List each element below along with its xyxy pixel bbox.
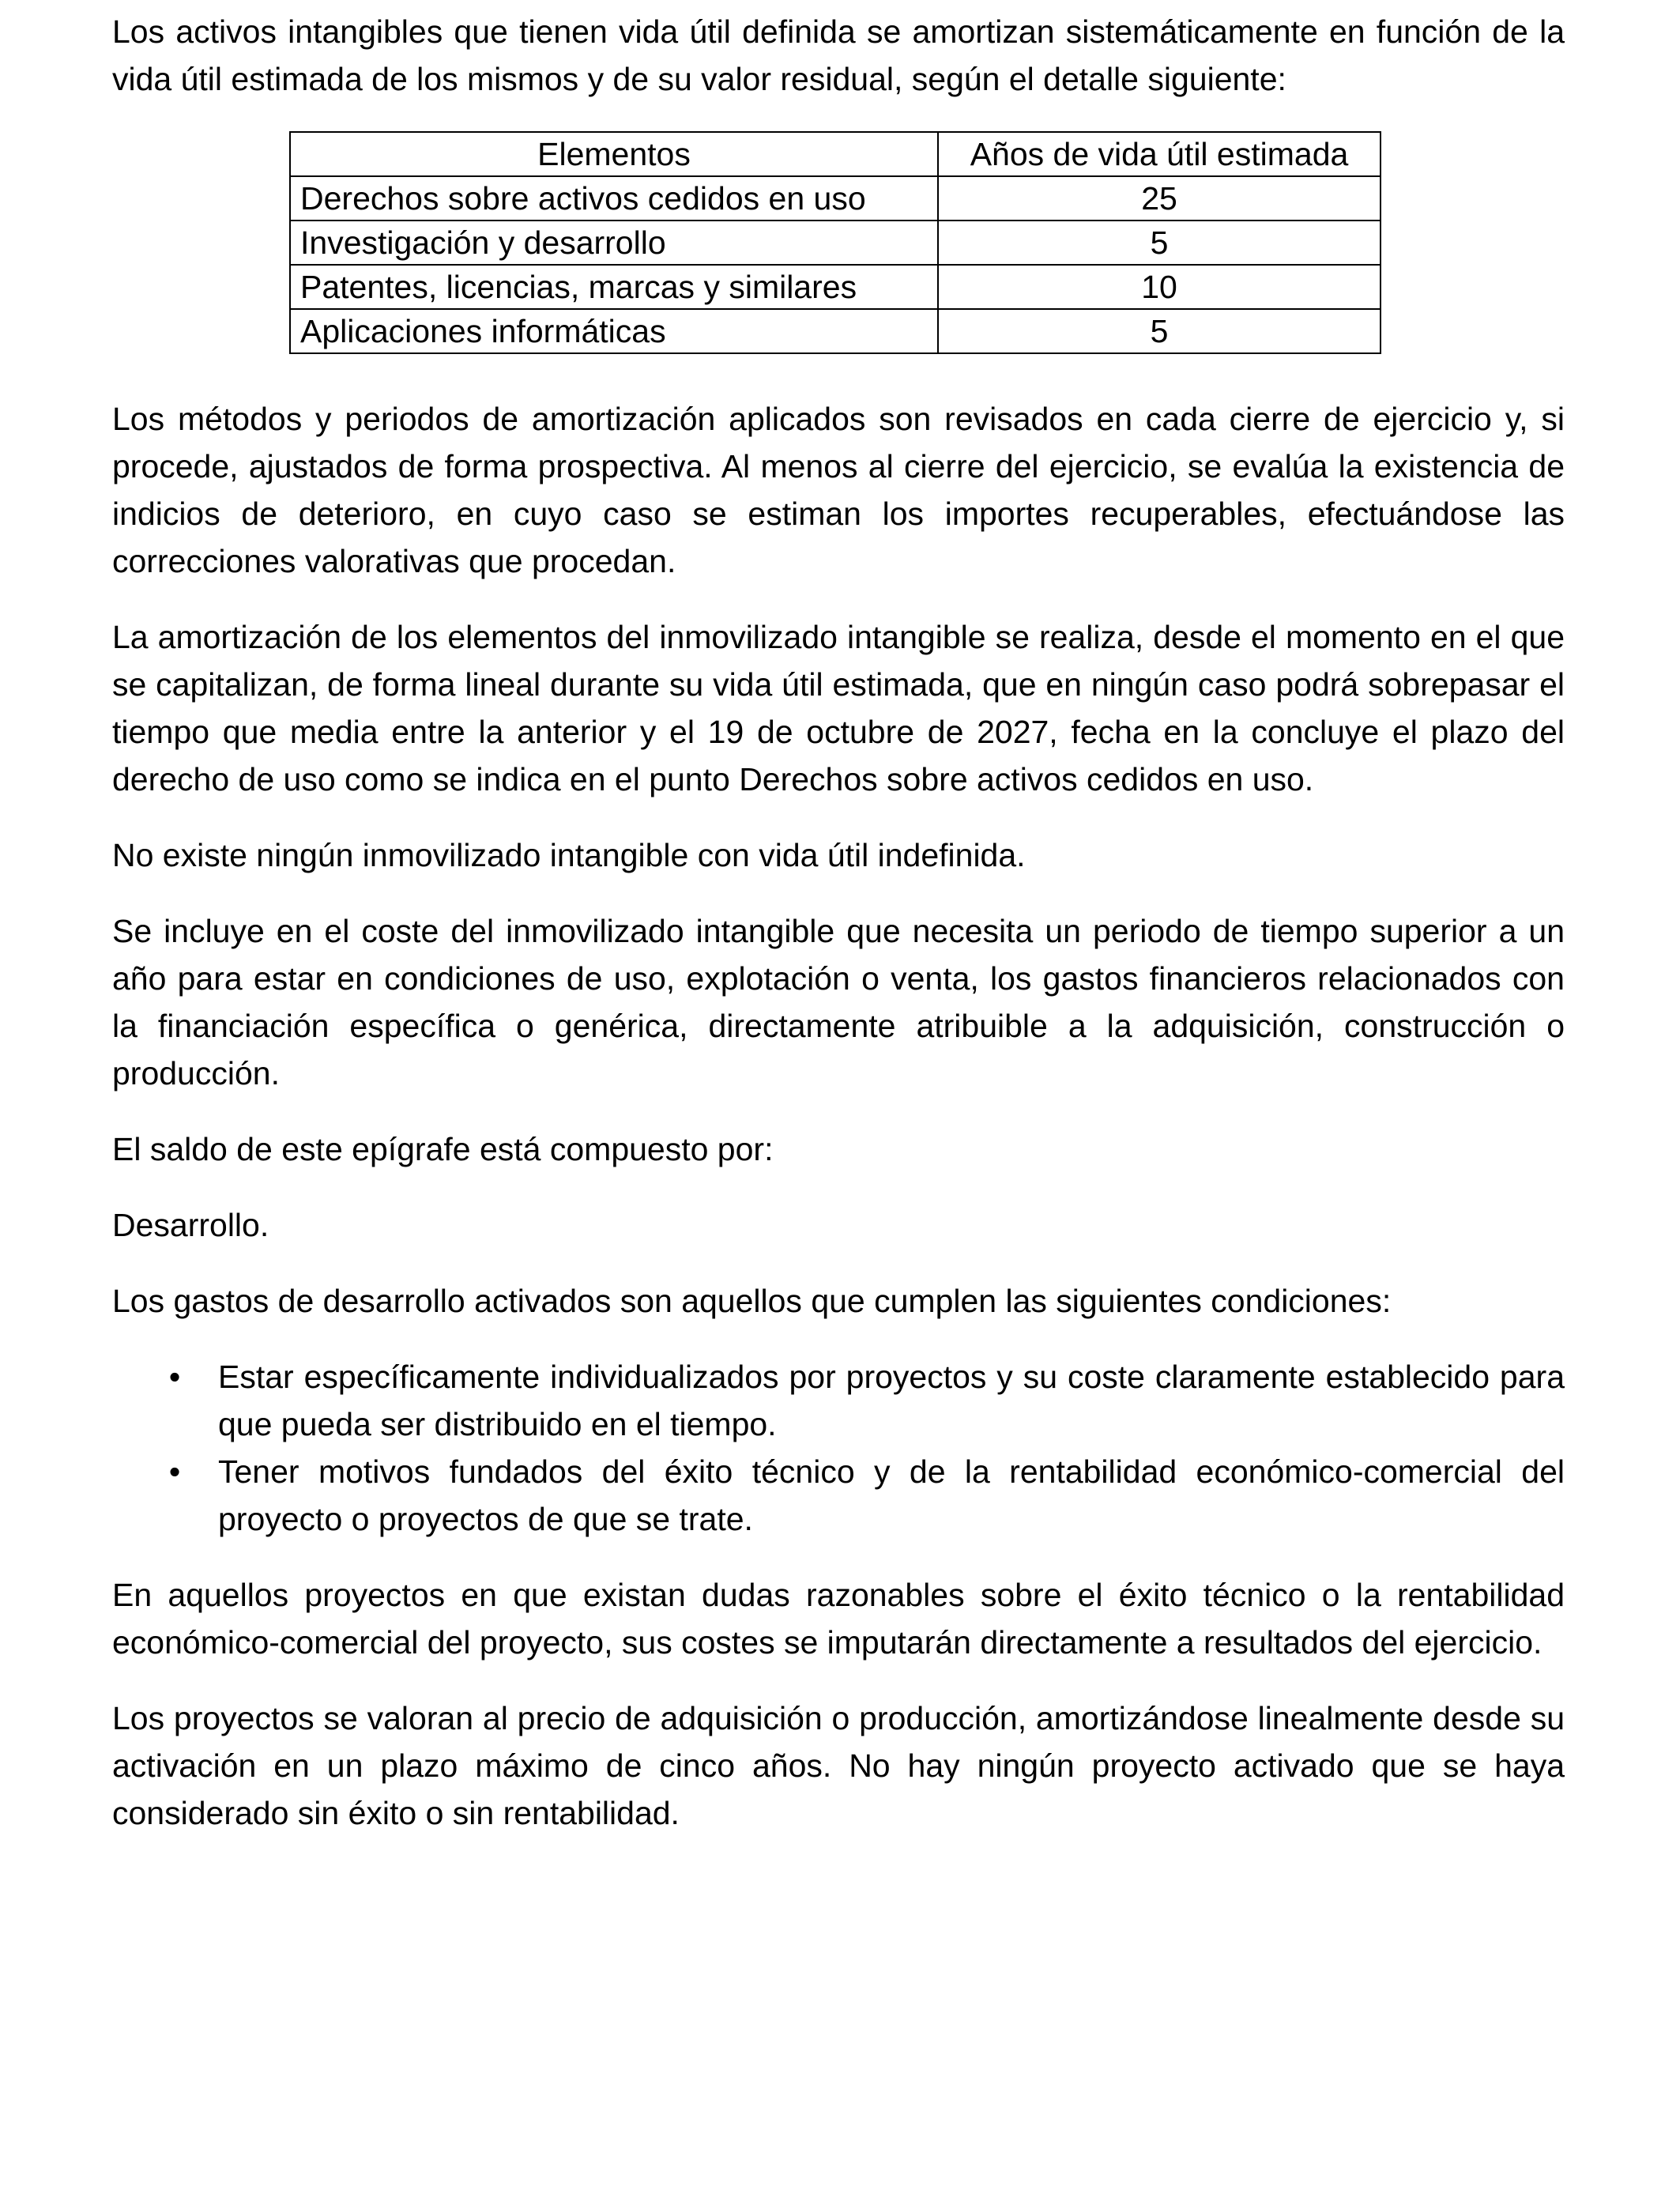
- table-cell-years: 5: [938, 221, 1381, 265]
- header-elementos: Elementos: [290, 132, 938, 176]
- useful-life-table-wrapper: [289, 131, 1565, 354]
- table-cell-element: Patentes, licencias, marcas y similares: [290, 265, 938, 309]
- bullet-icon: •: [168, 1359, 181, 1395]
- balance-paragraph: El saldo de este epígrafe está compuesto por:: [112, 1131, 774, 1167]
- list-item: [112, 1353, 1565, 1448]
- table-cell-element: Aplicaciones informáticas: [290, 309, 938, 353]
- document-page: [112, 8, 1565, 1865]
- financial-costs-paragraph: Se incluye en el coste del inmovilizado intangible que necesita un periodo de tiempo superior a un año para estar en condiciones de uso, explotación o venta, los gastos financieros relacionados con la financiación específica o genérica, directamente atribuible a la adquisición, construcción o producción.: [112, 913, 1565, 1091]
- table-cell-element: Investigación y desarrollo: [290, 221, 938, 265]
- table-cell-years: 25: [938, 176, 1381, 221]
- bullet-icon: •: [168, 1453, 181, 1490]
- list-item: [112, 1448, 1565, 1543]
- list-item-text: Tener motivos fundados del éxito técnico y de la rentabilidad económico-comercial del proyecto o proyectos de que se trate.: [218, 1453, 1565, 1537]
- conditions-list: [112, 1353, 1565, 1543]
- table-header-row: [290, 132, 1381, 176]
- intro-paragraph: Los activos intangibles que tienen vida útil definida se amortizan sistemáticamente en función de la vida útil estimada de los mismos y de su valor residual, según el detalle siguiente:: [112, 13, 1565, 97]
- valuation-paragraph: Los proyectos se valoran al precio de adquisición o producción, amortizándose linealmente desde su activación en un plazo máximo de cinco años. No hay ningún proyecto activado que se haya considerado sin éxito o sin rentabilidad.: [112, 1700, 1565, 1831]
- table-cell-years: 10: [938, 265, 1381, 309]
- table-row: [290, 309, 1381, 353]
- useful-life-table: [289, 131, 1381, 354]
- table-cell-years: 5: [938, 309, 1381, 353]
- header-anos-vida-util: Años de vida útil estimada: [938, 132, 1381, 176]
- table-cell-element: Derechos sobre activos cedidos en uso: [290, 176, 938, 221]
- amortization-paragraph: La amortización de los elementos del inmovilizado intangible se realiza, desde el momento en el que se capitalizan, de forma lineal durante su vida útil estimada, que en ningún caso podrá sobrepasar el tiempo que media entre la anterior y el 19 de octubre de 2027, fecha en la concluye el plazo del derecho de uso como se indica en el punto Derechos sobre activos cedidos en uso.: [112, 619, 1565, 797]
- no-indefinite-paragraph: No existe ningún inmovilizado intangible con vida útil indefinida.: [112, 837, 1026, 873]
- doubts-paragraph: En aquellos proyectos en que existan dudas razonables sobre el éxito técnico o la rentabilidad económico-comercial del proyecto, sus costes se imputarán directamente a resultados del ejercicio.: [112, 1577, 1565, 1661]
- conditions-intro-paragraph: Los gastos de desarrollo activados son aquellos que cumplen las siguientes condiciones:: [112, 1283, 1392, 1319]
- table-row: [290, 176, 1381, 221]
- development-heading: Desarrollo.: [112, 1207, 269, 1243]
- methods-paragraph: Los métodos y periodos de amortización aplicados son revisados en cada cierre de ejercicio y, si procede, ajustados de forma prospectiva. Al menos al cierre del ejercicio, se evalúa la existencia de indicios de deterioro, en cuyo caso se estiman los importes recuperables, efectuándose las correcciones valorativas que procedan.: [112, 401, 1565, 579]
- table-row: [290, 221, 1381, 265]
- list-item-text: Estar específicamente individualizados por proyectos y su coste claramente establecido para que pueda ser distribuido en el tiempo.: [218, 1359, 1565, 1442]
- table-row: [290, 265, 1381, 309]
